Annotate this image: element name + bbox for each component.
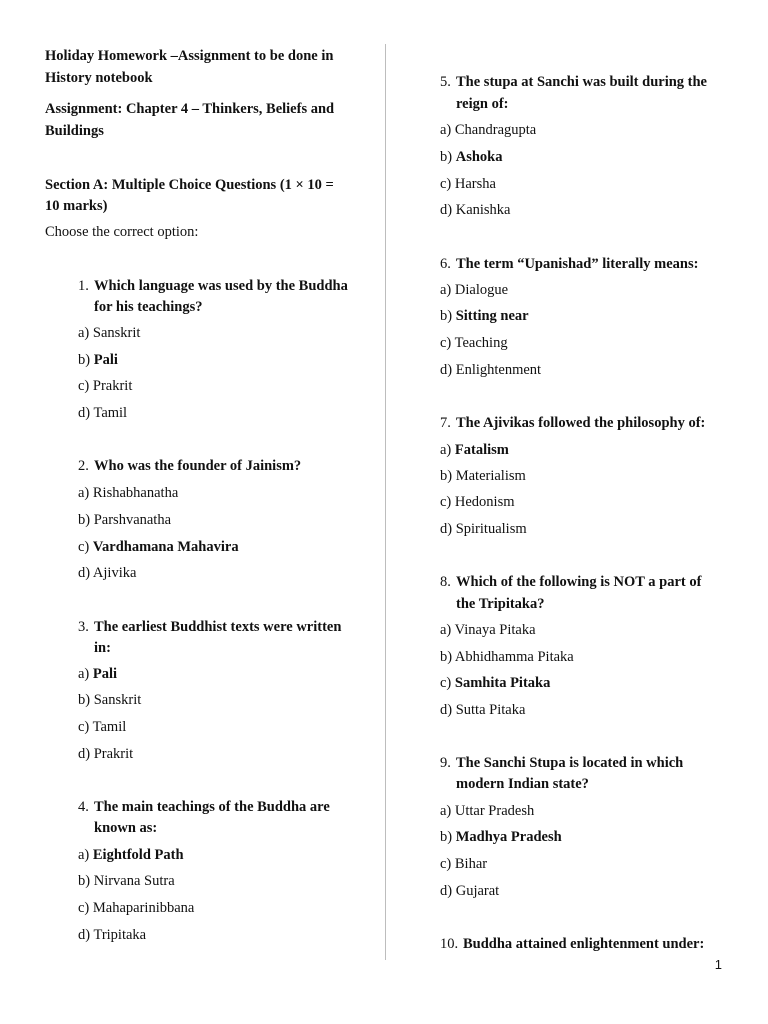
option-text: Tripitaka (93, 927, 147, 943)
option-text: Dialogue (454, 282, 509, 298)
option-label: a) (440, 122, 452, 138)
option-b (78, 510, 171, 530)
option-label: b) (440, 829, 453, 845)
option-b (440, 147, 502, 167)
option-c (78, 898, 194, 918)
question-text: The earliest Buddhist texts were written (94, 619, 342, 635)
option-b (78, 871, 175, 891)
question-text: the Tripitaka? (456, 596, 545, 612)
option-text-answer: Pali (92, 666, 118, 682)
question-text: The term “Upanishad” literally means: (456, 256, 699, 272)
option-label: a) (440, 442, 452, 458)
option-text: Uttar Pradesh (454, 803, 535, 819)
question-text: Who was the founder of Jainism? (94, 458, 302, 474)
question-number: 2. (78, 458, 89, 474)
question-number: 8. (440, 574, 451, 590)
option-text-answer: Ashoka (455, 149, 503, 165)
option-text: Tamil (92, 719, 127, 735)
question-text: in: (94, 640, 111, 656)
option-d (78, 403, 127, 423)
option-text: Nirvana Sutra (93, 873, 175, 889)
option-text: Spiritualism (455, 521, 527, 537)
option-label: c) (78, 378, 90, 394)
option-label: a) (440, 282, 452, 298)
option-b (440, 827, 562, 847)
option-text: Enlightenment (455, 362, 542, 378)
option-d (440, 519, 527, 539)
option-text: Rishabhanatha (92, 485, 179, 501)
option-label: d) (440, 521, 453, 537)
option-text: Sanskrit (93, 692, 142, 708)
option-label: d) (440, 883, 453, 899)
option-label: d) (440, 702, 453, 718)
option-b (78, 690, 141, 710)
option-c (440, 673, 550, 693)
option-a (440, 620, 536, 640)
option-text-answer: Madhya Pradesh (455, 829, 562, 845)
option-d (440, 700, 525, 720)
question-number: 4. (78, 799, 89, 815)
option-text-answer: Eightfold Path (92, 847, 184, 863)
option-label: b) (440, 149, 453, 165)
option-label: c) (440, 176, 452, 192)
option-text: Sutta Pitaka (455, 702, 526, 718)
option-label: c) (78, 900, 90, 916)
option-d (440, 200, 510, 220)
option-label: c) (440, 856, 452, 872)
option-a (440, 801, 534, 821)
question-number: 6. (440, 256, 451, 272)
option-label: b) (440, 308, 453, 324)
option-d (78, 744, 133, 764)
option-a (440, 440, 509, 460)
column-divider (385, 44, 386, 960)
question-number: 7. (440, 415, 451, 431)
option-label: c) (78, 719, 90, 735)
section-heading-line-1: Section A: Multiple Choice Questions (1 × 10 = (45, 177, 334, 193)
option-label: c) (440, 335, 452, 351)
option-b (440, 647, 574, 667)
option-text: Hedonism (454, 494, 515, 510)
option-a (440, 280, 508, 300)
option-label: a) (78, 325, 90, 341)
section-heading-line-2: 10 marks) (45, 198, 108, 214)
question-number: 3. (78, 619, 89, 635)
question-text: The main teachings of the Buddha are (94, 799, 330, 815)
option-text: Sanskrit (92, 325, 141, 341)
option-a (440, 120, 536, 140)
option-label: d) (440, 202, 453, 218)
option-label: c) (440, 494, 452, 510)
option-label: c) (440, 675, 452, 691)
option-c (78, 376, 132, 396)
option-text: Ajivika (92, 565, 137, 581)
question-number: 1. (78, 278, 89, 294)
option-label: a) (440, 622, 452, 638)
question-text: The Sanchi Stupa is located in which (456, 755, 684, 771)
question-text: reign of: (456, 96, 509, 112)
option-text-answer: Vardhamana Mahavira (92, 539, 239, 555)
option-a (78, 664, 117, 684)
option-label: d) (78, 405, 91, 421)
option-text: Vinaya Pitaka (454, 622, 536, 638)
option-a (78, 483, 178, 503)
assignment-line-2: Buildings (45, 123, 104, 139)
option-label: d) (440, 362, 453, 378)
option-d (78, 563, 136, 583)
option-text-answer: Samhita Pitaka (454, 675, 551, 691)
title-line-2: History notebook (45, 70, 153, 86)
option-text-answer: Fatalism (454, 442, 509, 458)
option-text-answer: Sitting near (455, 308, 529, 324)
assignment-line-1: Assignment: Chapter 4 – Thinkers, Beliefs and (45, 101, 335, 117)
option-label: a) (440, 803, 452, 819)
option-text: Kanishka (455, 202, 511, 218)
question-text: Which language was used by the Buddha (94, 278, 348, 294)
page-number: 1 (714, 957, 722, 972)
option-text: Prakrit (92, 378, 133, 394)
option-label: c) (78, 539, 90, 555)
option-b (440, 306, 529, 326)
option-text: Mahaparinibbana (92, 900, 195, 916)
option-label: b) (440, 468, 453, 484)
option-text: Abhidhamma Pitaka (454, 649, 574, 665)
question-text: The Ajivikas followed the philosophy of: (456, 415, 706, 431)
option-label: b) (440, 649, 453, 665)
option-label: d) (78, 927, 91, 943)
option-c (440, 333, 508, 353)
option-text: Harsha (454, 176, 496, 192)
option-text: Chandragupta (454, 122, 537, 138)
option-text: Gujarat (455, 883, 500, 899)
option-d (440, 881, 499, 901)
option-c (440, 854, 487, 874)
option-text: Teaching (454, 335, 508, 351)
option-b (440, 466, 526, 486)
option-text: Parshvanatha (93, 512, 172, 528)
option-c (440, 174, 496, 194)
title-line-1: Holiday Homework –Assignment to be done in (45, 48, 334, 64)
option-label: d) (78, 565, 91, 581)
option-c (78, 537, 239, 557)
option-c (78, 717, 126, 737)
option-text: Tamil (93, 405, 128, 421)
option-label: a) (78, 847, 90, 863)
option-label: b) (78, 873, 91, 889)
option-text-answer: Pali (93, 352, 118, 368)
option-b (78, 350, 118, 370)
option-label: b) (78, 512, 91, 528)
option-d (78, 925, 146, 945)
question-text: Buddha attained enlightenment under: (463, 936, 705, 952)
option-label: a) (78, 666, 90, 682)
option-label: b) (78, 692, 91, 708)
question-number: 10. (440, 936, 459, 952)
option-text: Prakrit (93, 746, 134, 762)
question-number: 9. (440, 755, 451, 771)
option-text: Materialism (455, 468, 526, 484)
option-d (440, 360, 541, 380)
option-a (78, 323, 140, 343)
question-text: modern Indian state? (456, 776, 589, 792)
option-label: a) (78, 485, 90, 501)
question-text: known as: (94, 820, 158, 836)
question-text: Which of the following is NOT a part of (456, 574, 702, 590)
option-c (440, 492, 515, 512)
question-text: for his teachings? (94, 299, 203, 315)
instruction: Choose the correct option: (45, 224, 199, 240)
question-text: The stupa at Sanchi was built during the (456, 74, 707, 90)
option-label: d) (78, 746, 91, 762)
option-a (78, 845, 184, 865)
option-label: b) (78, 352, 91, 368)
option-text: Bihar (454, 856, 488, 872)
question-number: 5. (440, 74, 451, 90)
